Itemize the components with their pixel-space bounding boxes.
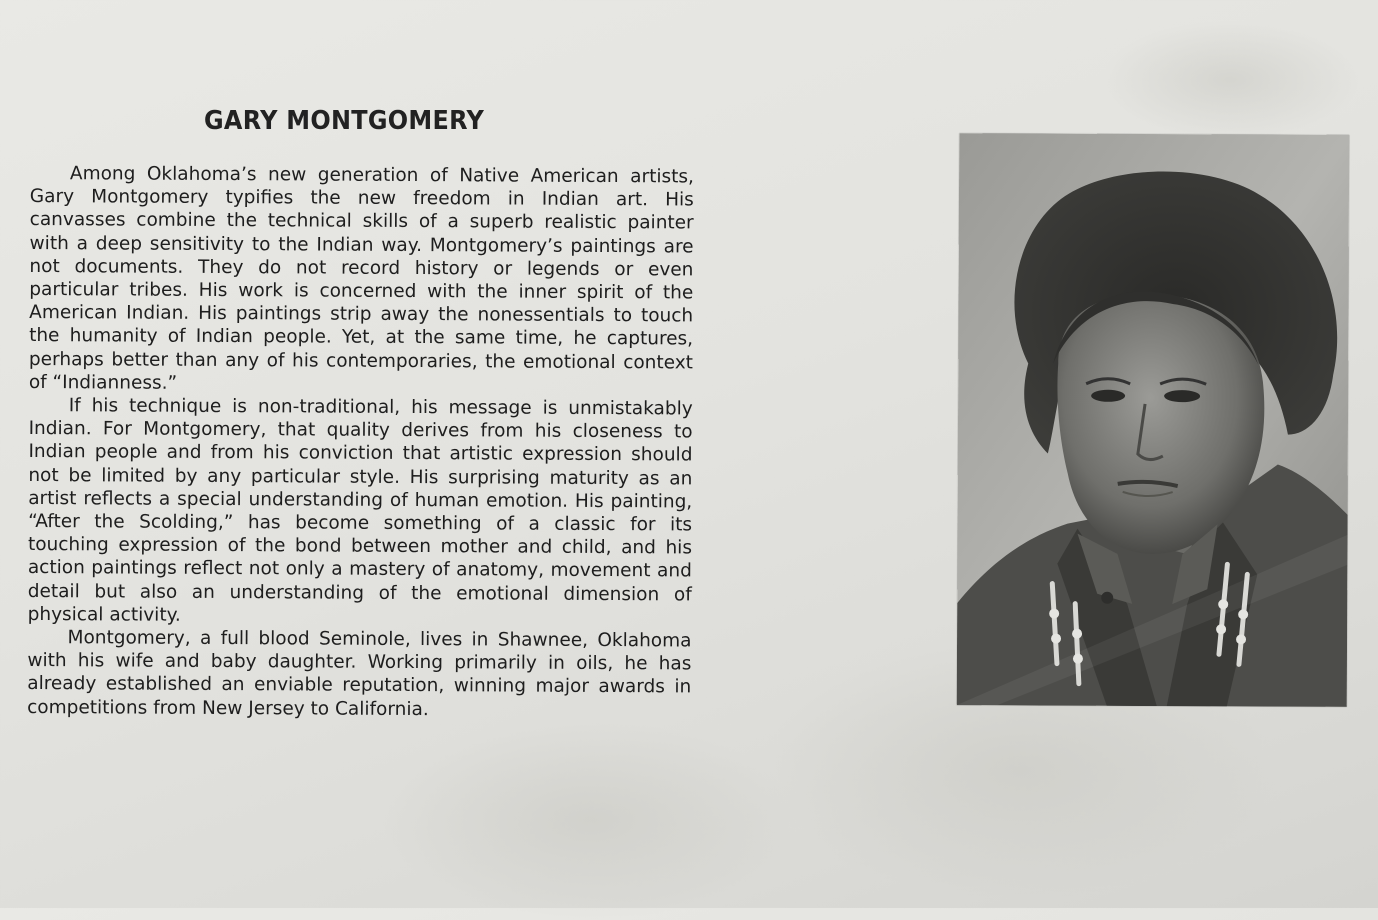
bio-paragraph: If his technique is non-traditional, his message is unmistakably Indian. For Montgomery, that quality derives from his closeness to Indian people and from his conviction that artistic expression should not be limited by any particular style. His surprising maturity as an artist reflects a special understanding of human emotion. His painting, “After the Scolding,” has become something of a classic for its touching expression of the bond between mother and child, and his action paintings reflect not only a mastery of anatomy, movement and detail but also an understanding of the emotional dimension of physical activity. xyxy=(27,395,693,626)
paper-stain xyxy=(1100,20,1360,140)
artist-portrait-photo xyxy=(957,133,1349,707)
bio-paragraph: Montgomery, a full blood Seminole, lives in Shawnee, Oklahoma with his wife and baby daughter. Working primarily in oils, he has already established an enviable reputation, winning major awards in competitions from New Jersey to California. xyxy=(27,627,692,720)
biography-text xyxy=(27,162,694,722)
bio-paragraph: Among Oklahoma’s new generation of Native American artists, Gary Montgomery typifies the new freedom in Indian art. His canvasses combine the technical skills of a superb realistic painter with a deep sensitivity to the Indian way. Montgomery’s paintings are not documents. They do not record history or legends or even particular tribes. His work is concerned with the inner spirit of the American Indian. His paintings strip away the nonessentials to touch the humanity of Indian people. Yet, at the same time, he captures, perhaps better than any of his contemporaries, the emotional context of “Indianness.” xyxy=(28,163,694,394)
artist-name-heading: GARY MONTGOMERY xyxy=(204,106,485,136)
paper-stain xyxy=(380,720,800,920)
